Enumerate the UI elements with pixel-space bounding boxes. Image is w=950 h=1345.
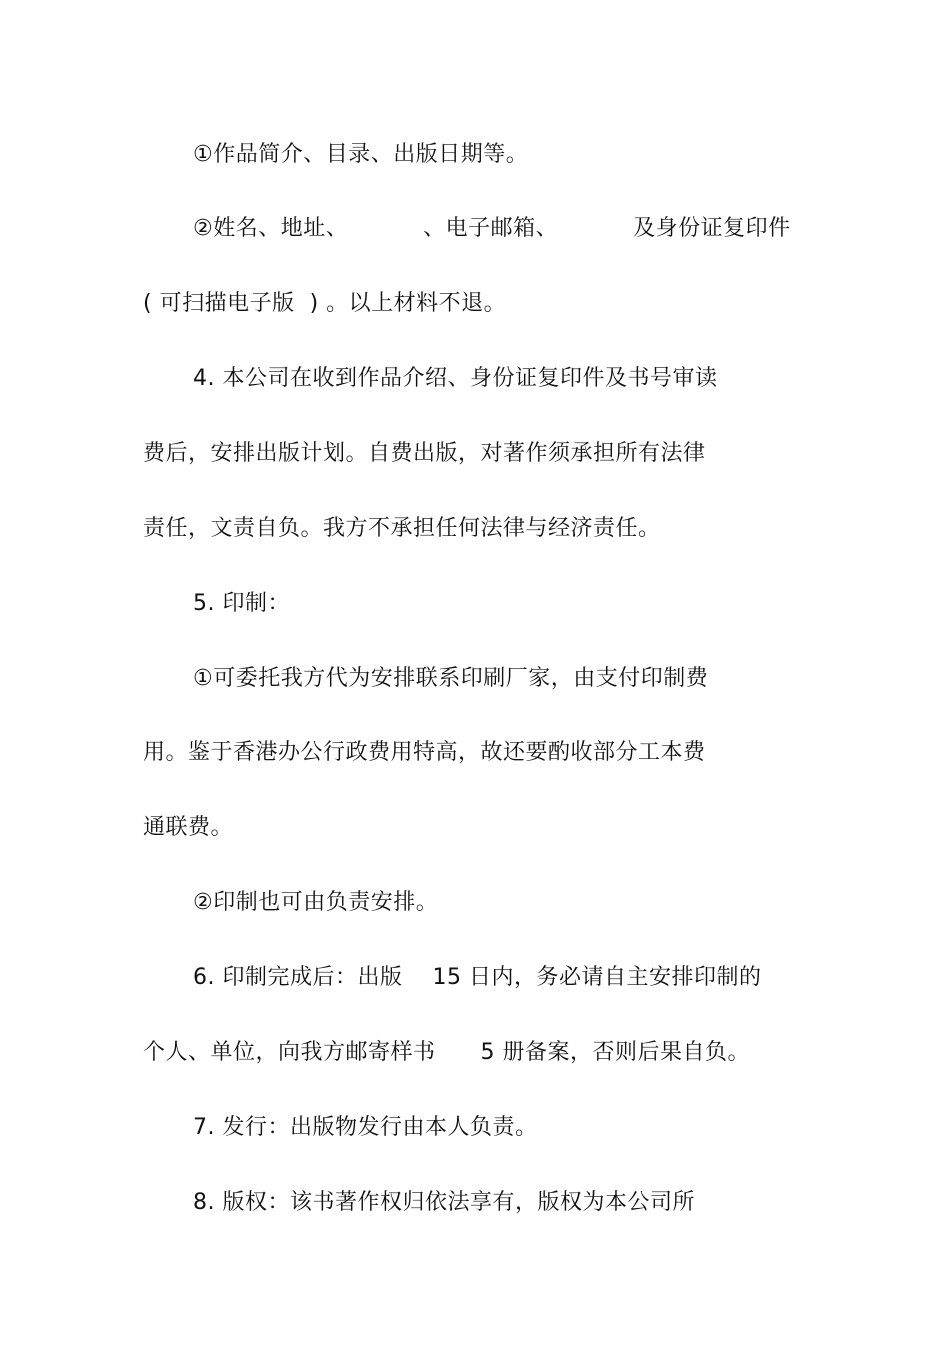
text-line-6: 责任，文责自负。我方不承担任何法律与经济责任。 bbox=[143, 516, 661, 541]
text-line-12: 6. 印制完成后：出版 15 日内，务必请自主安排印制的 bbox=[193, 965, 762, 990]
text-line-4: 4. 本公司在收到作品介绍、身份证复印件及书号审读 bbox=[193, 366, 718, 391]
text-line-10: 通联费。 bbox=[143, 815, 234, 840]
text-line-3: ( 可扫描电子版 ) 。以上材料不退。 bbox=[143, 291, 507, 316]
text-line-5: 费后，安排出版计划。自费出版，对著作须承担所有法律 bbox=[143, 441, 706, 466]
text-line-8: ①可委托我方代为安排联系印刷厂家，由支付印制费 bbox=[193, 666, 709, 691]
text-line-7: 5. 印制： bbox=[193, 591, 290, 616]
text-line-15: 8. 版权：该书著作权归依法享有，版权为本公司所 bbox=[193, 1190, 695, 1215]
text-line-2: ②姓名、地址、 、电子邮箱、 及身份证复印件 bbox=[193, 216, 791, 241]
text-line-13: 个人、单位，向我方邮寄样书 5 册备案，否则后果自负。 bbox=[143, 1040, 750, 1065]
text-line-14: 7. 发行：出版物发行由本人负责。 bbox=[193, 1115, 538, 1140]
text-line-11: ②印制也可由负责安排。 bbox=[193, 890, 439, 915]
text-line-1: ①作品简介、目录、出版日期等。 bbox=[193, 142, 529, 167]
text-line-9: 用。鉴于香港办公行政费用特高，故还要酌收部分工本费 bbox=[143, 740, 706, 765]
